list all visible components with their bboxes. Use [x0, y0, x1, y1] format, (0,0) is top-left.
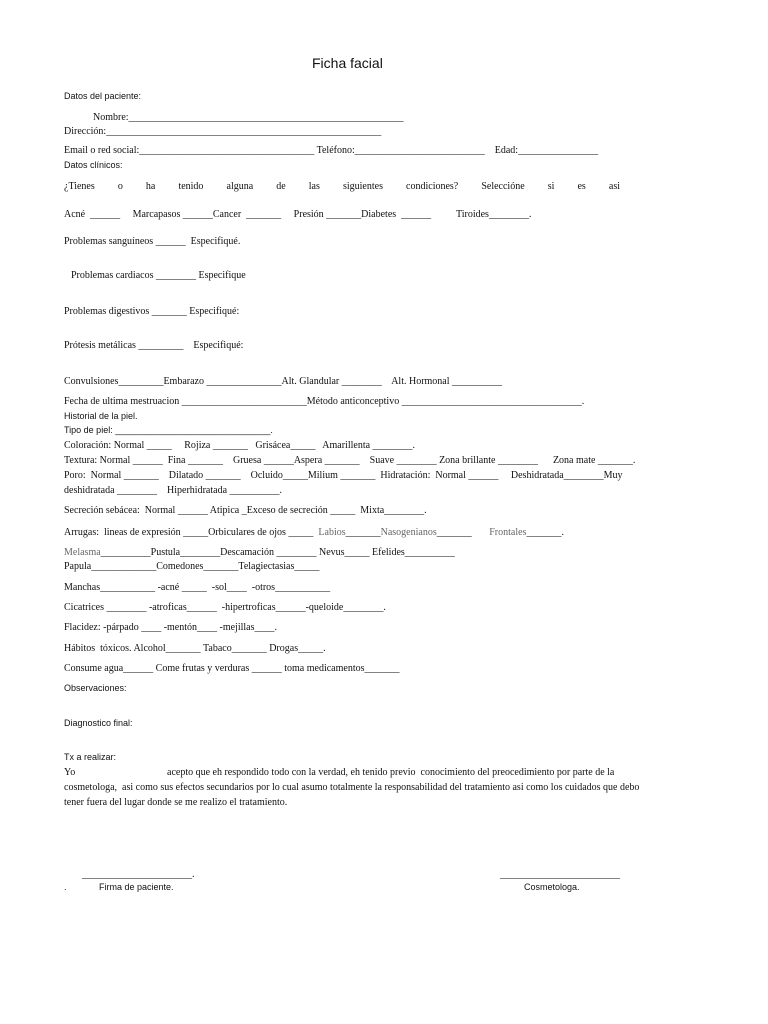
question-word: las [308, 181, 320, 192]
dehydrated-line: deshidratada ________ Hiperhidratada __________. [64, 485, 283, 496]
address-field: Dirección:_______________________________________________________ [64, 126, 382, 137]
patient-data-heading: Datos del paciente: [64, 91, 142, 101]
final-diagnosis-heading: Diagnostico final: [64, 718, 133, 728]
flaccidity-line: Flacidez: -párpado ____ -mentón____ -mejillas____. [64, 622, 278, 633]
question-word: ha [145, 181, 156, 192]
conditions-line: Acné ______ Marcapasos ______Cancer _______ Presión _______Diabetes ______ Tiroides________. [64, 209, 532, 220]
question-word: si [547, 181, 555, 192]
question-word: siguientes [342, 181, 383, 192]
patient-signature-label: Firma de paciente. [99, 882, 174, 892]
question-word: o [117, 181, 123, 192]
seizures-pregnancy-line: Convulsiones_________Embarazo _______________Alt. Glandular ________ Alt. Hormonal __________ [64, 376, 503, 387]
treatment-heading: Tx a realizar: [64, 752, 117, 762]
scars-line: Cicatrices ________ -atroficas______ -hipertroficas______-queloide________. [64, 602, 386, 613]
question-word: Seleccióne [481, 181, 525, 192]
blood-problems: Problemas sanguíneos ______ Especifiqué. [64, 236, 241, 247]
cosmetologist-signature-line: ________________________ [500, 869, 620, 880]
contact-fields: Email o red social:___________________________________ Teléfono:__________________________ Edad:________________ [64, 145, 599, 156]
wrinkles-line: Arrugas: lineas de expresión _____Orbiculares de ojos _____ Labios_______Nasogenianos_______ Frontales_______. [64, 527, 564, 538]
skin-history-heading: Historial de la piel. [64, 411, 138, 421]
question-word: ¿Tienes [64, 181, 95, 192]
menstruation-line: Fecha de ultima mestruacion _________________________Método anticonceptivo ____________________________________. [64, 396, 585, 407]
digestive-problems: Problemas digestivos _______ Especifiqué: [64, 306, 240, 317]
melasma-line: Melasma__________Pustula________Descamación ________ Nevus_____ Efelides__________ [64, 547, 455, 558]
form-title: Ficha facial [312, 55, 383, 71]
sebaceous-secretion-line: Secreción sebácea: Normal ______ Atipica _Exceso de secreción _____ Mixta________. [64, 505, 427, 516]
pore-hydration-line: Poro: Normal _______ Dilatado _______ Ocluido_____Milium _______ Hidratación: Normal ______ Deshidratada________Muy [64, 470, 623, 481]
patient-signature-line: ______________________. [82, 869, 195, 880]
question-word: es [577, 181, 586, 192]
question-word: asi [608, 181, 620, 192]
consent-text-3: tener fuera del lugar donde se me realizo el tratamiento. [64, 797, 288, 808]
toxic-habits-line: Hábitos tóxicos. Alcohol_______ Tabaco_______ Drogas_____. [64, 643, 326, 654]
consent-text-1: acepto que eh respondido todo con la verdad, eh tenido previo conocimiento del preocedimiento por parte de la [167, 767, 615, 778]
observations-heading: Observaciones: [64, 683, 127, 693]
cosmetologist-signature-label: Cosmetologa. [524, 882, 580, 892]
conditions-question [64, 182, 620, 192]
coloration-line: Coloración: Normal _____ Rojiza _______ Grisácea_____ Amarillenta ________. [64, 440, 416, 451]
clinical-data-heading: Datos clínicos: [64, 160, 123, 170]
consent-yo: Yo [64, 767, 76, 778]
consent-text-2: cosmetologa, asi como sus efectos secundarios por lo cual asumo totalmente la responsabilidad del tratamiento asi como los cuidados que debo [64, 782, 640, 793]
heart-problems: Problemas cardiacos ________ Especifique [71, 270, 246, 281]
signature-dot: . [64, 882, 67, 892]
name-field: Nombre:_______________________________________________________ [93, 112, 404, 123]
metal-prosthesis: Prótesis metálicas _________ Especifiqué: [64, 340, 244, 351]
spots-line: Manchas___________ -acné _____ -sol____ -otros___________ [64, 582, 331, 593]
skin-type-field: Tipo de piel: _______________________________. [64, 425, 273, 435]
question-word: alguna [226, 181, 254, 192]
question-word: de [276, 181, 286, 192]
texture-line: Textura: Normal ______ Fina _______ Gruesa ______Aspera _______ Suave ________ Zona brillante ________ Zona mate _______. [64, 455, 636, 466]
papule-line: Papula_____________Comedones_______Telagiectasias_____ [64, 561, 320, 572]
question-word: tenido [178, 181, 204, 192]
question-word: condiciones? [406, 181, 459, 192]
consumption-line: Consume agua______ Come frutas y verduras ______ toma medicamentos_______ [64, 663, 400, 674]
